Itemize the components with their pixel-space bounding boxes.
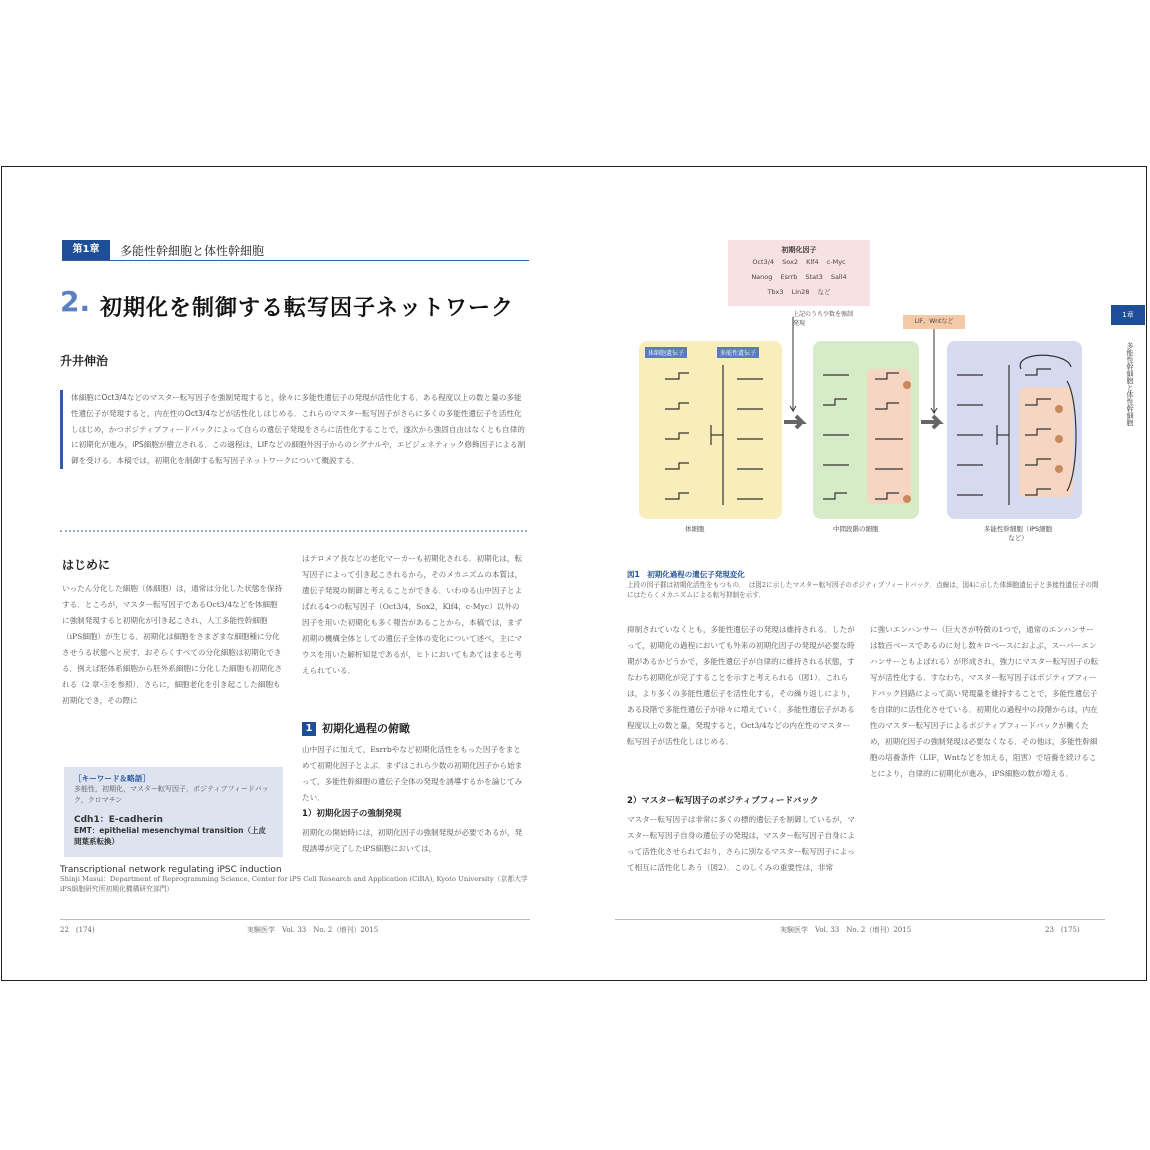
article-number: 2. xyxy=(60,285,91,318)
keyword-box xyxy=(64,767,283,857)
right-body-column-2: に強いエンハンサー（巨大さが特徴の1つで，通常のエンハンサーは数百ベースであるのに対し数キロベースにおよぶ，スーパーエンハンサーともよばれる）が形成され，強力にマスター転写因子の転写が活性化する．すなわち，マスター転写因子はポジティブフィードバック回路によって高い発現量を維持することで，多能性遺伝子を自律的に活性化させている．初期化の過程中の段階からは，内在性のマスター転写因子によるポジティブフィードバックが働くため，初期化因子の強制発現は必要なくなる．その他は，多能性幹細胞の培養条件（LIF，Wntなどを加える，阻害）で培養を続けることにより，自律的に初期化が進み，iPS細胞の数が増える． xyxy=(870,625,1099,778)
footer-journal-right: 実験医学 Vol. 33 No. 2（増刊）2015 xyxy=(780,926,912,934)
section-heading-1 xyxy=(302,720,527,740)
body-column-2: はテロメア長などの老化マーカーも初期化される．初期化は，転写因子によって引き起こされるから，そのメカニズムの本質は，遺伝子発現の制御と考えることができる．いわゆる山中因子とよばれる4つの転写因子（Oct3/4，Sox2，Klf4，c-Myc）以外の因子を用いた初期化も多く報告があることから，本稿では，まず初期の機構全体としての遺伝子全体の変化について述べ，主にマウスを用いた解析知見であるが，ヒトにおいてもあてはまると考えられている． xyxy=(302,554,523,675)
side-chapter-title: 多能性幹細胞と体性幹細胞 xyxy=(1126,342,1134,426)
figure-caption-text: 上段の因子群は初期化活性をもつもの． は図2に示したマスター転写因子のポジティブフィードバック．点線は，図4に示した体細胞遺伝子と多能性遺伝子の間にはたらくメカニズムによる転写抑制を示す． xyxy=(627,581,1099,599)
factor-note: 上記のうち少数を強制発現 xyxy=(793,311,854,327)
pluripotent-gene-tag: 多能性遺伝子 xyxy=(717,347,759,358)
chapter-number: 第1章 xyxy=(62,240,110,260)
book-spread xyxy=(1,166,1147,981)
arrow-a-to-b xyxy=(782,412,812,432)
panel-b-label: 中間段階の細胞 xyxy=(833,525,879,533)
abbr-emt: EMT：epithelial mesenchymal transition（上皮間葉系転換） xyxy=(74,826,267,846)
somatic-gene-tag: 体細胞遺伝子 xyxy=(645,347,687,358)
left-page xyxy=(2,167,575,980)
footer-page-right: 23 (175) xyxy=(1045,926,1080,934)
abstract: 体細胞にOct3/4などのマスター転写因子を強制発現すると，徐々に多能性遺伝子の発現が活性化する．ある程度以上の数と量の多能性遺伝子が発現すると，内在性のOct3/4などが活性化しはじめる．これらのマスター転写因子がさらに多くの多能性遺伝子を活性化しはじめ，かつポジティブフィードバックによって自らの遺伝子発現をさらに活性化することで，遂次から強固自由はなくとも自律的に初期化が進み，iPS細胞が樹立される．この過程は，LIFなどの細胞外因子からのシグナルや，エピジェネティック修飾因子による制御を受ける．本稿では，初期化を制御する転写因子ネットワークについて概説する． xyxy=(60,390,526,469)
body-column-2c: 初期化の開始時には，初期化因子の強制発現が必要であるが，発現誘導が完了したiPS細胞においては， xyxy=(302,828,523,853)
dotted-divider xyxy=(60,530,527,532)
keyword-box-title: ［キーワード＆略語］ xyxy=(74,774,150,783)
figure-caption xyxy=(627,569,1103,600)
section-number: 1 xyxy=(302,722,316,736)
footer-rule-right xyxy=(615,919,1105,920)
subheading-1: 1）初期化因子の強制発現 xyxy=(302,809,402,819)
reprogramming-factor-box xyxy=(728,240,870,306)
chapter-header xyxy=(62,240,529,261)
footer-rule xyxy=(60,919,530,920)
panel-a-label: 体細胞 xyxy=(685,525,705,533)
panel-pluripotent-cell xyxy=(947,341,1082,519)
article-title: 初期化を制御する転写因子ネットワーク xyxy=(100,296,515,321)
author-name: 升井伸治 xyxy=(60,354,109,368)
right-page xyxy=(575,167,1147,980)
side-chapter-tab: 1章 xyxy=(1111,305,1145,325)
factor-gene-list: Oct3/4 Sox2 Klf4 c-Myc Nanog Esrrb Stat3 Sall4 Tbx3 Lin28 など xyxy=(751,258,847,296)
right-body-column-1b: マスター転写因子は非常に多くの標的遺伝子を制御しているが，マスター転写因子自身の遺伝子の発現は，マスター転写因子自身によって活性化させられており，さらに別なるマスター転写因子によって相互に活性化しあう（図2）．このしくみの重要性は，非常 xyxy=(627,815,855,872)
abbr-cdh1: Cdh1：E-cadherin xyxy=(74,815,163,825)
subheading-2: 2）マスター転写因子のポジティブフィードバック xyxy=(627,796,819,806)
lif-down-arrow xyxy=(930,329,938,419)
footer-page-left: 22 (174) xyxy=(60,926,95,934)
panel-intermediate-cell xyxy=(813,341,919,519)
panel-somatic-cell xyxy=(639,341,782,519)
panel-c-genes xyxy=(947,341,1082,519)
body-column-1: いったん分化した細胞（体細胞）は，通常は分化した状態を保持する．ところが，マスター転写因子であるOct3/4などを体細胞に強制発現すると初期化が引き起こされ，人工多能性幹細胞（iPS細胞）が生じる．初期化は細胞をさまざまな細胞種に分化させうる状態へと戻す．おそらくすべての分化細胞は初期化できる．例えば胚体系細胞から胚外系細胞に分化した細胞も初期化される（2 章-③を参照）．さらに，細胞老化を引き起こした細胞も初期化でき，その際に xyxy=(62,584,283,705)
lif-wnt-box: LIF，Wntなど xyxy=(903,315,965,329)
right-body-column-1: 抑制されていなくとも，多能性遺伝子の発現は維持される．したがって，初期化の過程においても外来の初期化因子の発現が必要な時期があるかどうかで，多能性遺伝子が自律的に維持される状態，すなわち初期化が完了することを示すと考えられる（図1）．これらは，より多くの多能性遺伝子を活性化する，その繰り返しにより，ある段階で多能性遺伝子が徐々に増えていく．多能性遺伝子がある程度以上の数と量，発現すると，Oct3/4などの内在性のマスター転写因子が活性化しはじめる． xyxy=(627,625,855,746)
panel-b-genes xyxy=(813,341,919,519)
keyword-list: 多能性，初期化，マスター転写因子，ポジティブフィードバック，クロマチン xyxy=(74,785,269,804)
chapter-title: 多能性幹細胞と体性幹細胞 xyxy=(120,244,265,258)
english-title-block xyxy=(60,865,530,894)
factor-box-title: 初期化因子 xyxy=(781,246,817,254)
intro-heading: はじめに xyxy=(62,558,111,572)
footer-journal-left: 実験医学 Vol. 33 No. 2（増刊）2015 xyxy=(247,926,379,934)
factor-down-arrow xyxy=(789,317,797,417)
figure-number-title: 図1 初期化過程の遺伝子発現変化 xyxy=(627,570,745,579)
panel-c-label: 多能性幹細胞（iPS細胞など） xyxy=(983,525,1053,542)
english-title: Transcriptional network regulating iPSC induction xyxy=(60,865,282,875)
body-column-2b: 山中因子に加えて，Esrrbやなど初期化活性をもった因子をまとめて初期化因子とよぶ．まずはこれら少数の初期化因子から始まって，多能性幹細胞の遺伝子全体の発現を誘導するかを論じてみたい． xyxy=(302,745,523,802)
panel-a-genes xyxy=(639,341,782,519)
section-title: 初期化過程の俯瞰 xyxy=(322,722,410,735)
english-affiliation: Shinji Masui：Department of Reprogramming Science, Center for iPS Cell Research and Application (CiRA), Kyoto University（京都大学iPS細胞研究所初期化機構研究部門） xyxy=(60,875,528,893)
